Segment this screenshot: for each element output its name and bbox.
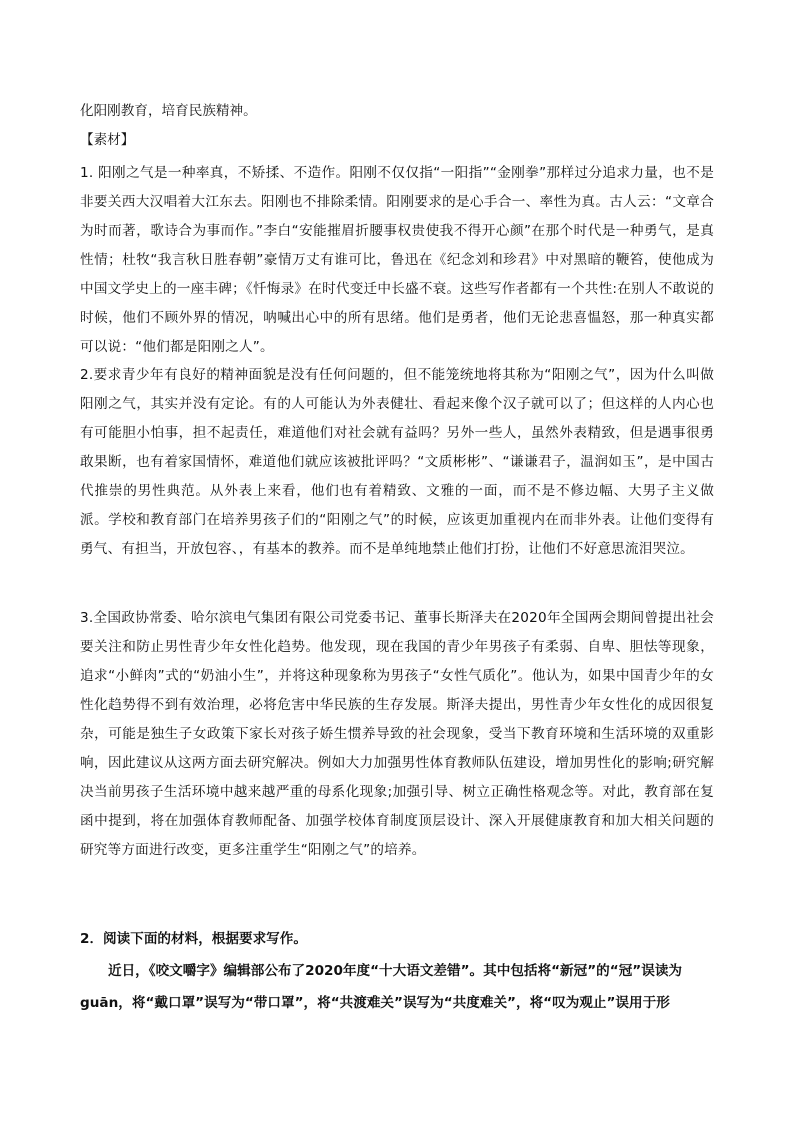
question-2-line-1: 近日，《咬文嚼字》编辑部公布了2020年度“十大语文差错”。其中包括将“新冠”的“冠”误读为 bbox=[108, 963, 683, 979]
material-paragraph-2 bbox=[80, 361, 714, 564]
question-2-line-2: guān，将“戴口罩”误写为“带口罩”，将“共渡难关”误写为“共度难关”，将“叹为观止”误用于形 bbox=[80, 995, 670, 1011]
material-paragraph-1 bbox=[80, 159, 714, 362]
paragraph-text: 2.要求青少年有良好的精神面貌是没有任何问题的，但不能笼统地将其称为“阳刚之气”，因为什么叫做阳刚之气，其实并没有定论。有的人可能认为外表健壮、看起来像个汉子就可以了；但这样的人内心也有可能胆小怕事，担不起责任，难道他们对社会就有益吗？另外一些人，虽然外表精致，但是遇事很勇敢果断，也有着家国情怀，难道他们就应该被批评吗？“文质彬彬”、“谦谦君子，温润如玉”，是中国古代推崇的男性典范。从外表上来看，他们也有着精致、文雅的一面，而不是不修边幅、大男子主义做派。学校和教育部门在培养男孩子们的“阳刚之气”的时候，应该更加重视内在而非外表。让他们变得有勇气、有担当，开放包容、，有基本的教养。而不是单纯地禁止他们打扮，让他们不好意思流泪哭泣。 bbox=[80, 367, 714, 557]
continuation-line: 化阳刚教育，培育民族精神。 bbox=[80, 103, 257, 119]
question-2-title: 2．阅读下面的材料，根据要求写作。 bbox=[80, 931, 307, 947]
paragraph-text: 1. 阳刚之气是一种率真，不矫揉、不造作。阳刚不仅仅指“一阳指”“金刚拳”那样过分追求力量，也不是非要关西大汉唱着大江东去。阳刚也不排除柔情。阳刚要求的是心手合一、率性为真。古人云：“文章合为时而著，歌诗合为事而作。”李白“安能摧眉折腰事权贵使我不得开心颜”在那个时代是一种勇气，是真性情；杜牧“我言秋日胜春朝”豪情万丈有谁可比，鲁迅在《纪念刘和珍君》中对黑暗的鞭笞，使他成为中国文学史上的一座丰碑；《忏悔录》在时代变迁中长盛不衰。这些写作者都有一个共性:在别人不敢说的时候，他们不顾外界的情况，呐喊出心中的所有思绪。他们是勇者，他们无论悲喜愠怒，那一种真实都可以说：“他们都是阳刚之人”。 bbox=[80, 165, 714, 355]
material-heading: 【素材】 bbox=[80, 132, 135, 148]
paragraph-text: 3.全国政协常委、哈尔滨电气集团有限公司党委书记、董事长斯泽夫在2020年全国两会期间曾提出社会要关注和防止男性青少年女性化趋势。他发现，现在我国的青少年男孩子有柔弱、自卑、胆怯等现象，追求“小鲜肉”式的“奶油小生”，并将这种现象称为男孩子“女性气质化”。他认为，如果中国青少年的女性化趋势得不到有效治理，必将危害中华民族的生存发展。斯泽夫提出，男性青少年女性化的成因很复杂，可能是独生子女政策下家长对孩子娇生惯养导致的社会现象，受当下教育环境和生活环境的双重影响，因此建议从这两方面去研究解决。例如大力加强男性体育教师队伍建设，增加男性化的影响;研究解决当前男孩子生活环境中越来越严重的母系化现象;加强引导、树立正确性格观念等。对此，教育部在复函中提到，将在加强体育教师配备、加强学校体育制度顶层设计、深入开展健康教育和加大相关问题的研究等方面进行改变，更多注重学生“阳刚之气”的培养。 bbox=[80, 610, 714, 858]
material-paragraph-3 bbox=[80, 604, 714, 865]
